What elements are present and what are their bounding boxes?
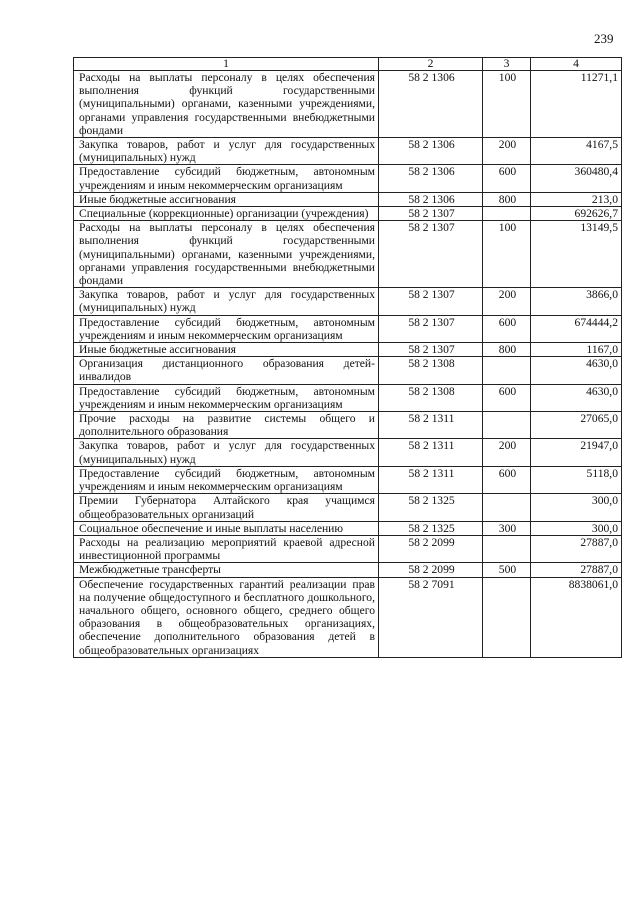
row-name: Межбюджетные трансферты: [74, 563, 379, 577]
table-row: [74, 357, 622, 384]
row-type: [483, 357, 531, 384]
row-code: 58 2 1306: [379, 192, 483, 206]
table-row: [74, 138, 622, 165]
table-row: [74, 192, 622, 206]
row-name: Обеспечение государственных гарантий реализации прав на получение общедоступного и бесплатного дошкольного, начального общего, основного общего, среднего общего образования в общеобразовательных организациях, обеспечение дополнительного образования детей в общеобразовательных организациях: [74, 577, 379, 657]
table-row: [74, 577, 622, 657]
row-type: 100: [483, 221, 531, 288]
row-name: Закупка товаров, работ и услуг для государственных (муниципальных) нужд: [74, 439, 379, 466]
row-amount: 11271,1: [531, 71, 622, 138]
row-amount: 27887,0: [531, 535, 622, 562]
row-type: 300: [483, 521, 531, 535]
row-type: 600: [483, 466, 531, 493]
row-name: Организация дистанционного образования детей-инвалидов: [74, 357, 379, 384]
row-type: 800: [483, 343, 531, 357]
row-name: Иные бюджетные ассигнования: [74, 343, 379, 357]
table-row: [74, 221, 622, 288]
row-amount: 1167,0: [531, 343, 622, 357]
row-amount: 692626,7: [531, 207, 622, 221]
table-row: [74, 466, 622, 493]
row-type: [483, 535, 531, 562]
row-code: 58 2 1306: [379, 138, 483, 165]
row-name: Предоставление субсидий бюджетным, автономным учреждениям и иным некоммерческим организациям: [74, 384, 379, 411]
header-col-2: 2: [379, 58, 483, 71]
table-row: [74, 384, 622, 411]
table-row: [74, 494, 622, 521]
row-code: 58 2 2099: [379, 563, 483, 577]
row-type: 800: [483, 192, 531, 206]
table-row: [74, 71, 622, 138]
row-code: 58 2 1311: [379, 412, 483, 439]
row-name: Расходы на выплаты персоналу в целях обеспечения выполнения функций государственными (муниципальными) органами, казенными учреждениями, органами управления государственными внебюджетными фондами: [74, 221, 379, 288]
row-code: 58 2 1307: [379, 288, 483, 315]
row-amount: 27887,0: [531, 563, 622, 577]
row-code: 58 2 1307: [379, 221, 483, 288]
header-col-3: 3: [483, 58, 531, 71]
row-code: 58 2 1306: [379, 165, 483, 192]
table-row: [74, 439, 622, 466]
row-amount: 360480,4: [531, 165, 622, 192]
row-amount: 8838061,0: [531, 577, 622, 657]
row-code: 58 2 1307: [379, 315, 483, 342]
row-name: Социальное обеспечение и иные выплаты населению: [74, 521, 379, 535]
budget-table: [73, 57, 622, 658]
row-amount: 4167,5: [531, 138, 622, 165]
table-row: [74, 521, 622, 535]
header-col-1: 1: [74, 58, 379, 71]
row-code: 58 2 1325: [379, 494, 483, 521]
row-code: 58 2 2099: [379, 535, 483, 562]
row-name: Иные бюджетные ассигнования: [74, 192, 379, 206]
table-row: [74, 343, 622, 357]
row-code: 58 2 1308: [379, 357, 483, 384]
row-amount: 21947,0: [531, 439, 622, 466]
row-type: 600: [483, 165, 531, 192]
row-code: 58 2 1325: [379, 521, 483, 535]
row-name: Прочие расходы на развитие системы общего и дополнительного образования: [74, 412, 379, 439]
row-name: Предоставление субсидий бюджетным, автономным учреждениям и иным некоммерческим организациям: [74, 315, 379, 342]
row-type: 600: [483, 384, 531, 411]
row-code: 58 2 1311: [379, 466, 483, 493]
row-amount: 13149,5: [531, 221, 622, 288]
table-row: [74, 535, 622, 562]
row-type: [483, 494, 531, 521]
row-code: 58 2 1307: [379, 207, 483, 221]
row-name: Предоставление субсидий бюджетным, автономным учреждениям и иным некоммерческим организациям: [74, 165, 379, 192]
row-amount: 3866,0: [531, 288, 622, 315]
table-row: [74, 207, 622, 221]
row-amount: 4630,0: [531, 357, 622, 384]
table-header-row: [74, 58, 622, 71]
row-type: 200: [483, 138, 531, 165]
row-name: Премии Губернатора Алтайского края учащимся общеобразовательных организаций: [74, 494, 379, 521]
row-name: Расходы на выплаты персоналу в целях обеспечения выполнения функций государственными (муниципальными) органами, казенными учреждениями, органами управления государственными внебюджетными фондами: [74, 71, 379, 138]
row-name: Закупка товаров, работ и услуг для государственных (муниципальных) нужд: [74, 288, 379, 315]
row-amount: 4630,0: [531, 384, 622, 411]
row-code: 58 2 1311: [379, 439, 483, 466]
row-type: 200: [483, 288, 531, 315]
row-type: [483, 207, 531, 221]
row-amount: 5118,0: [531, 466, 622, 493]
row-name: Расходы на реализацию мероприятий краевой адресной инвестиционной программы: [74, 535, 379, 562]
row-code: 58 2 1306: [379, 71, 483, 138]
row-name: Предоставление субсидий бюджетным, автономным учреждениям и иным некоммерческим организациям: [74, 466, 379, 493]
row-amount: 300,0: [531, 521, 622, 535]
table-row: [74, 563, 622, 577]
row-type: [483, 412, 531, 439]
row-type: [483, 577, 531, 657]
row-type: 200: [483, 439, 531, 466]
row-code: 58 2 1308: [379, 384, 483, 411]
row-type: 600: [483, 315, 531, 342]
row-amount: 27065,0: [531, 412, 622, 439]
table-row: [74, 412, 622, 439]
row-amount: 674444,2: [531, 315, 622, 342]
table-row: [74, 315, 622, 342]
row-type: 100: [483, 71, 531, 138]
table-row: [74, 288, 622, 315]
table-row: [74, 165, 622, 192]
row-code: 58 2 1307: [379, 343, 483, 357]
row-type: 500: [483, 563, 531, 577]
row-name: Специальные (коррекционные) организации (учреждения): [74, 207, 379, 221]
row-code: 58 2 7091: [379, 577, 483, 657]
row-amount: 300,0: [531, 494, 622, 521]
row-amount: 213,0: [531, 192, 622, 206]
header-col-4: 4: [531, 58, 622, 71]
page-number: 239: [594, 31, 614, 46]
row-name: Закупка товаров, работ и услуг для государственных (муниципальных) нужд: [74, 138, 379, 165]
